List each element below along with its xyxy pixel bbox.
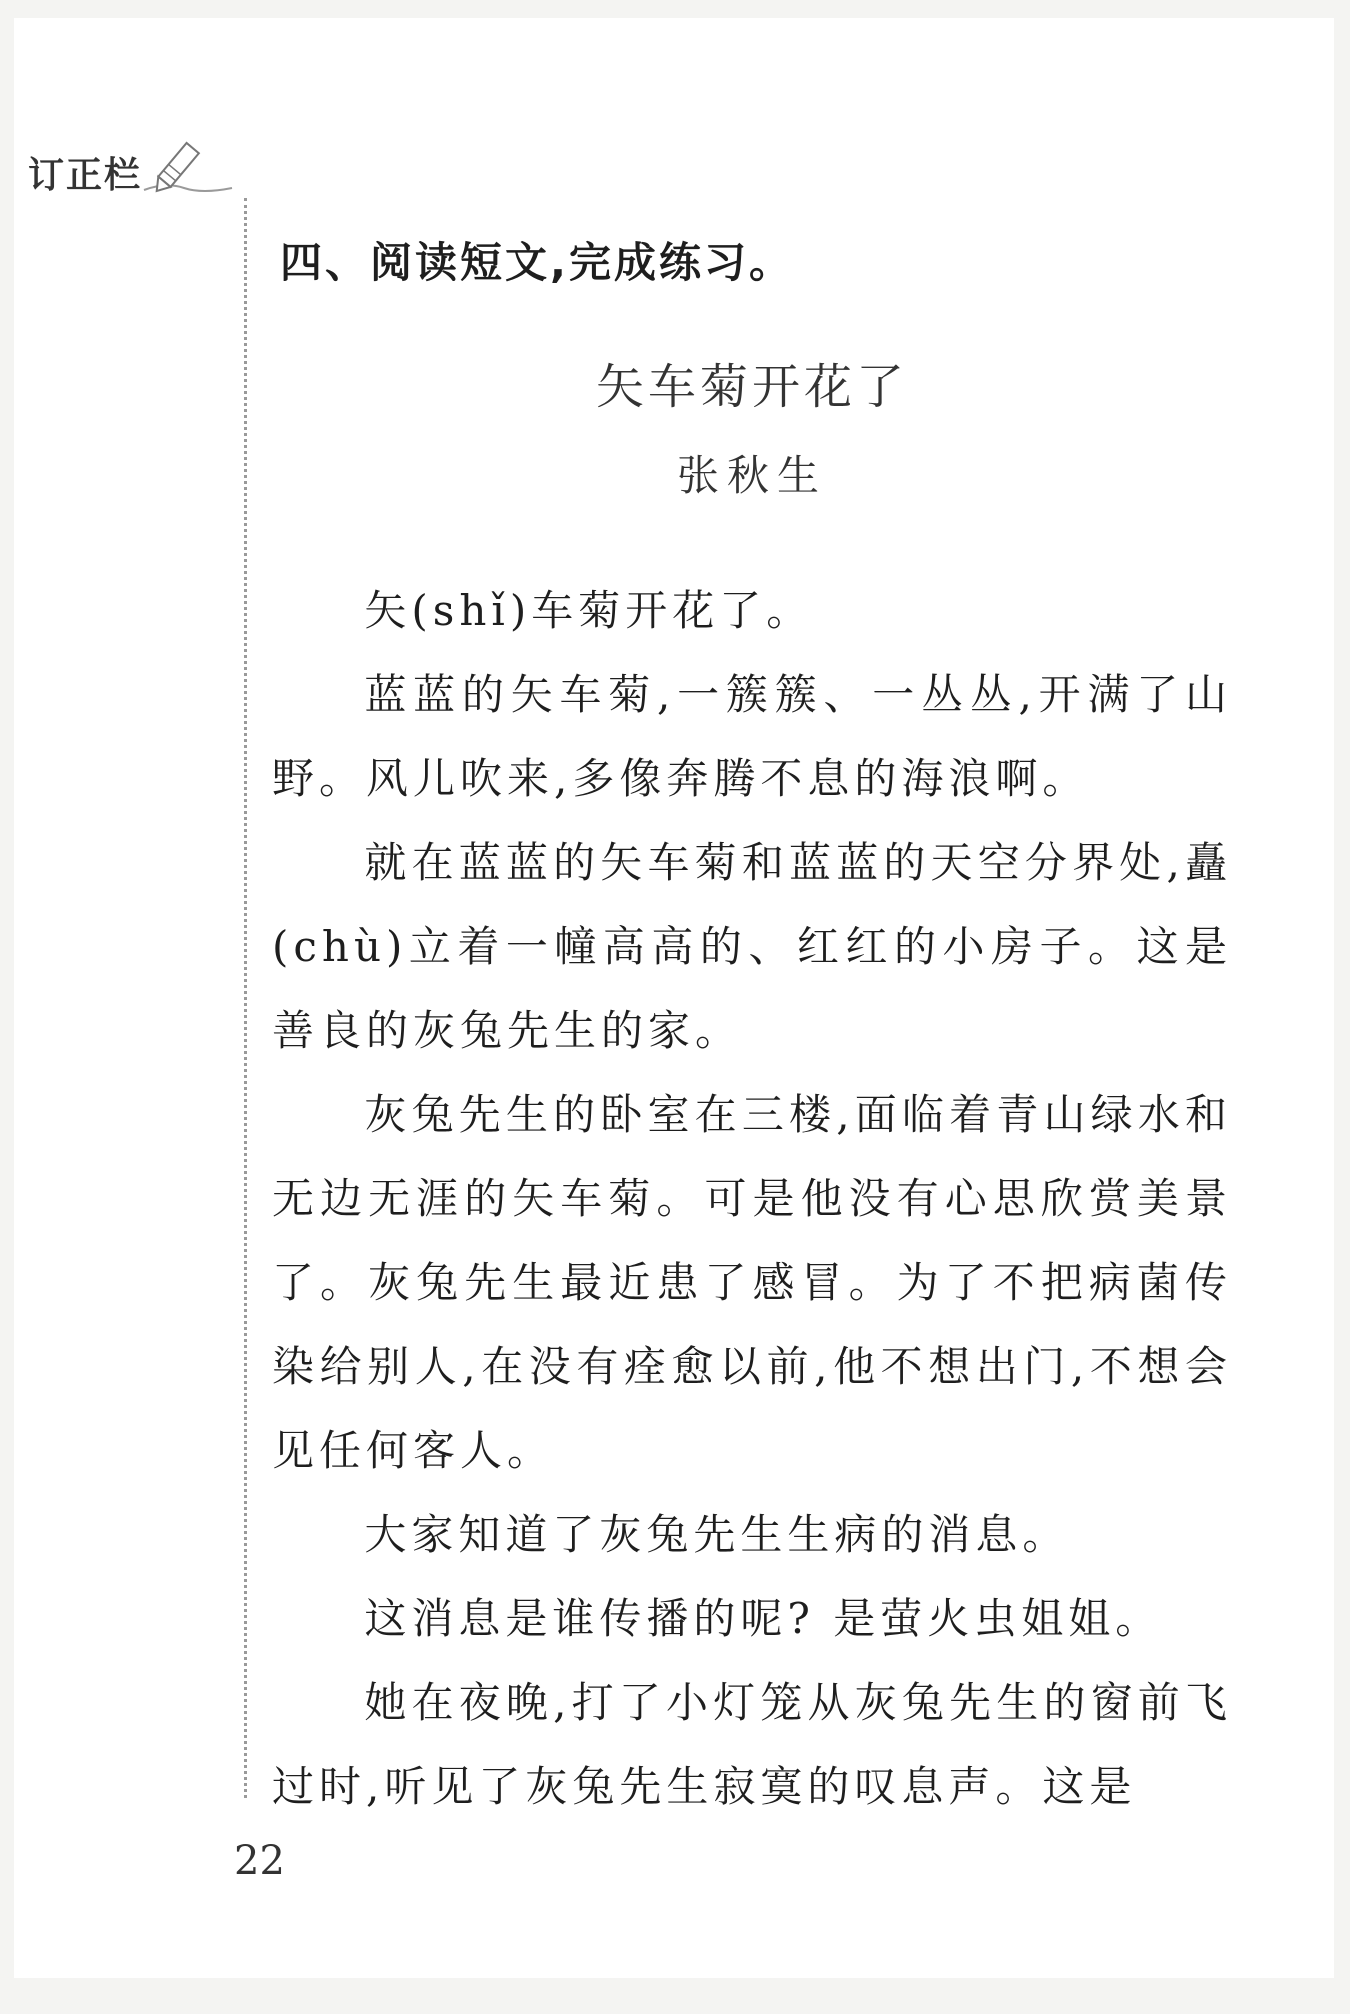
- margin-divider: [244, 198, 247, 1798]
- article-paragraph: 蓝蓝的矢车菊,一簇簇、一丛丛,开满了山野。风儿吹来,多像奔腾不息的海浪啊。: [272, 670, 1232, 803]
- pencil-icon: [136, 138, 236, 198]
- section-heading: 四、阅读短文,完成练习。: [280, 238, 794, 287]
- workbook-page: [14, 18, 1334, 1978]
- article-title: 矢车菊开花了: [595, 359, 908, 415]
- article-paragraph: 矢(shǐ)车菊开花了。: [364, 586, 814, 635]
- article-author: 张秋生: [676, 451, 827, 500]
- reading-section: [272, 230, 1232, 1829]
- correction-column-title: 订正栏: [28, 155, 143, 196]
- article-paragraph: 就在蓝蓝的矢车菊和蓝蓝的天空分界处,矗(chù)立着一幢高高的、红红的小房子。这是善良的灰兔先生的家。: [272, 838, 1232, 1055]
- correction-column-header: [28, 138, 236, 198]
- article-paragraph: 这消息是谁传播的呢? 是萤火虫姐姐。: [364, 1594, 1163, 1643]
- article-paragraph: 大家知道了灰兔先生生病的消息。: [364, 1510, 1070, 1559]
- page-number: 22: [234, 1838, 285, 1884]
- article-paragraph: 她在夜晚,打了小灯笼从灰兔先生的窗前飞过时,听见了灰兔先生寂寞的叹息声。这是: [272, 1678, 1232, 1811]
- article-paragraph: 灰兔先生的卧室在三楼,面临着青山绿水和无边无涯的矢车菊。可是他没有心思欣赏美景了。灰兔先生最近患了感冒。为了不把病菌传染给别人,在没有痊愈以前,他不想出门,不想会见任何客人。: [272, 1090, 1232, 1475]
